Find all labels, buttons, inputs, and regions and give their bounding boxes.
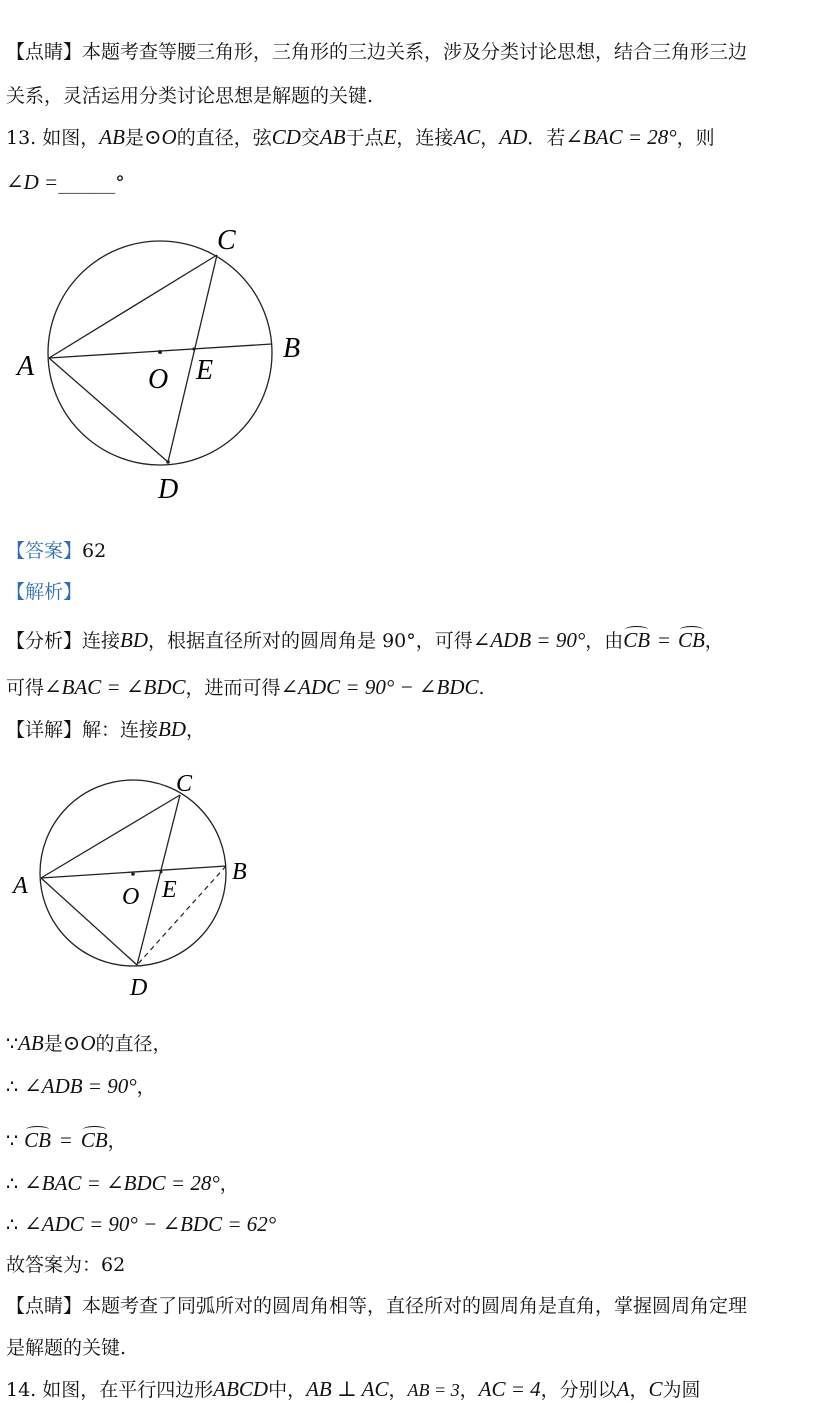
prev-comment-line1: 【点睛】本题考查等腰三角形，三角形的三边关系，涉及分类讨论思想，结合三角形三边	[6, 41, 748, 63]
step2-text: ，	[136, 1076, 156, 1098]
xiangjie-bd: BD	[158, 717, 187, 741]
q13-ab: AB	[99, 125, 125, 149]
fenxi-text: ，进而可得	[185, 677, 281, 699]
therefore-symbol: ∴	[6, 1076, 19, 1098]
answer-line	[6, 539, 106, 563]
fenxi-eq1: ∠ADB = 90°	[472, 628, 586, 652]
because-symbol: ∵	[6, 1130, 19, 1152]
question-13-line2	[6, 170, 125, 195]
fenxi-eq2: ∠BAC = ∠BDC	[44, 675, 186, 699]
therefore-symbol: ∴	[6, 1173, 19, 1195]
step-1	[6, 1031, 172, 1056]
q13-ab2: AB	[319, 125, 346, 149]
dianjing-line2: 是解题的关键.	[6, 1337, 127, 1359]
step3-arc-cb-1: CB	[24, 1128, 51, 1152]
fenxi-arc-cb-2: CB	[677, 628, 705, 652]
label-a: A	[13, 873, 28, 899]
label-d: D	[130, 975, 148, 1001]
fenxi-text: ，	[704, 630, 724, 652]
q13-condition: ∠BAC = 28°	[565, 125, 677, 149]
label-c: C	[176, 771, 193, 797]
step1-circle-o: ⊙O	[62, 1031, 96, 1055]
fenxi-text: .	[478, 677, 485, 699]
analysis-label: 【解析】	[6, 581, 83, 603]
question-14-line1	[6, 1377, 701, 1402]
q13-number: 13. 如图，	[6, 127, 100, 149]
fenxi-arc-cb-1: CB	[623, 628, 651, 652]
fenxi-label: 【分析】	[6, 630, 83, 652]
point-o	[158, 350, 162, 354]
q14-text: ，	[388, 1379, 408, 1401]
q13-text: ．若	[527, 127, 566, 149]
q13-ask: ∠D =	[6, 170, 59, 194]
label-e: E	[196, 355, 214, 386]
step3-arc-cb-2: CB	[80, 1128, 108, 1152]
q13-text: 的直径，弦	[176, 127, 272, 149]
fenxi-bd: BD	[120, 628, 149, 652]
q13-ac: AC	[453, 125, 481, 149]
xiangjie-line	[6, 717, 205, 742]
q14-cond1: AB ⊥ AC	[306, 1377, 389, 1401]
step3-text: ，	[107, 1130, 127, 1152]
segment-ab	[41, 866, 226, 878]
q13-blank: ______	[58, 172, 116, 194]
q14-cond2: AB = 3	[407, 1380, 460, 1400]
figure-solution	[0, 765, 270, 1010]
step-6: 故答案为：62	[6, 1254, 126, 1276]
label-o: O	[148, 364, 169, 395]
q14-a: A	[616, 1377, 630, 1401]
q14-c: C	[648, 1377, 663, 1401]
xiangjie-label: 【详解】	[6, 719, 83, 741]
q13-text: ，	[480, 127, 500, 149]
q13-e: E	[383, 125, 397, 149]
step5-eq: ∠ADC = 90° − ∠BDC = 62°	[24, 1212, 277, 1236]
xiangjie-text: 解：连接	[82, 719, 159, 741]
point-d	[166, 460, 170, 464]
because-symbol: ∵	[6, 1033, 19, 1055]
answer-label: 【答案】	[6, 540, 83, 562]
segment-ac	[49, 255, 217, 358]
fenxi-text: ，由	[585, 630, 624, 652]
q13-degree: °	[115, 172, 125, 194]
q14-cond3: AC = 4	[478, 1377, 541, 1401]
answer-value: 62	[82, 540, 107, 562]
prev-comment-line2: 关系，灵活运用分类讨论思想是解题的关键.	[6, 85, 374, 107]
q14-text: 14. 如图，在平行四边形	[6, 1379, 214, 1401]
fenxi-text: 可得	[6, 677, 45, 699]
fenxi-line2	[6, 675, 485, 700]
step1-text: 的直径，	[95, 1033, 172, 1055]
q13-text: 是	[124, 127, 144, 149]
q14-text: ，分别以	[540, 1379, 617, 1401]
label-b: B	[232, 859, 247, 885]
step3-eqsign: =	[59, 1128, 72, 1152]
label-d: D	[158, 474, 179, 505]
therefore-symbol: ∴	[6, 1214, 19, 1236]
fenxi-eq3: ∠ADC = 90° − ∠BDC	[280, 675, 479, 699]
q13-text: ，则	[676, 127, 715, 149]
step1-text: 是	[43, 1033, 63, 1055]
question-13-line1	[6, 125, 715, 150]
xiangjie-text: ，	[186, 719, 206, 741]
step2-eq: ∠ADB = 90°	[24, 1074, 137, 1098]
label-c: C	[217, 225, 236, 256]
q13-ad: AD	[499, 125, 528, 149]
fenxi-line1	[6, 628, 724, 653]
fenxi-eqsign: =	[658, 628, 670, 652]
step-2	[6, 1074, 156, 1099]
segment-ac	[41, 795, 180, 878]
label-e: E	[162, 877, 177, 903]
q14-abcd: ABCD	[213, 1377, 269, 1401]
segment-bd-dashed	[137, 866, 226, 965]
step-4	[6, 1171, 239, 1196]
step-3	[6, 1128, 127, 1153]
q13-cd: CD	[271, 125, 301, 149]
point-o	[131, 872, 135, 876]
q13-text: 于点	[345, 127, 384, 149]
q14-text: ，	[629, 1379, 649, 1401]
q14-text: ，	[459, 1379, 479, 1401]
step-5	[6, 1212, 276, 1237]
step4-text: ，	[219, 1173, 239, 1195]
q14-text: 为圆	[662, 1379, 701, 1401]
label-b: B	[283, 333, 301, 364]
dianjing-line1: 【点睛】本题考查了同弧所对的圆周角相等，直径所对的圆周角是直角，掌握圆周角定理	[6, 1295, 748, 1317]
label-a: A	[17, 351, 35, 382]
q13-text: ，连接	[396, 127, 454, 149]
point-e	[160, 871, 163, 874]
q13-text: 交	[300, 127, 320, 149]
q14-text: 中，	[268, 1379, 307, 1401]
point-e	[192, 347, 195, 350]
fenxi-text: ，根据直径所对的圆周角是 90°，可得	[148, 630, 473, 652]
step4-eq: ∠BAC = ∠BDC = 28°	[24, 1171, 220, 1195]
step1-ab: AB	[18, 1031, 44, 1055]
q13-circle-o: ⊙O	[143, 125, 177, 149]
figure-q13	[0, 222, 320, 512]
fenxi-text: 连接	[82, 630, 121, 652]
label-o: O	[122, 884, 140, 910]
